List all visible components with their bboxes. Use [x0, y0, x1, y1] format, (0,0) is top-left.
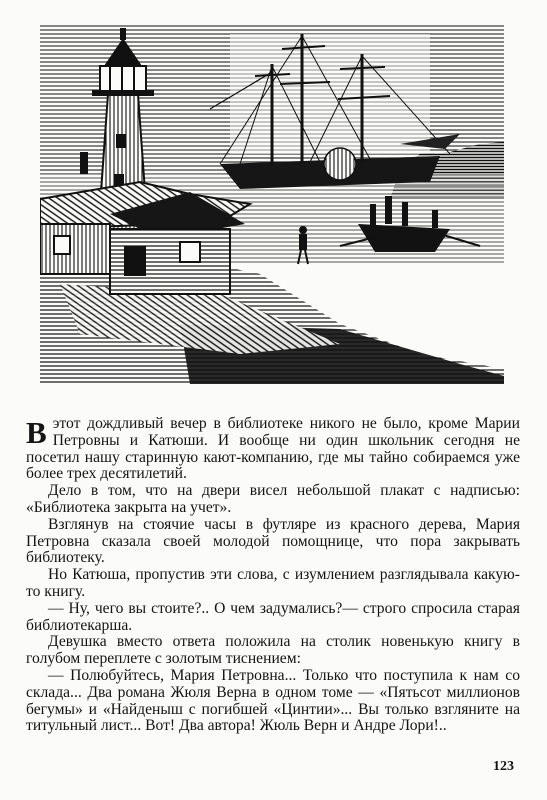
paragraph-4: Но Катюша, пропустив эти слова, с изумлением разглядывала какую-то книгу. [26, 566, 520, 600]
paragraph-2: Дело в том, что на двери висел небольшой плакат с надписью: «Библиотека закрыта на учет». [26, 482, 520, 516]
paragraph-7: — Полюбуйтесь, Мария Петровна... Только что поступила к нам со склада... Два романа Жюля Верна в одном томе — «Пятьсот миллионов бегумы» и «Найденыш с погибшей «Цинтии»... Вы только взгляните на титульный лист... Вот! Два автора! Жюль Верн и Андре Лори!.. [26, 666, 520, 735]
paragraph-3: Взглянув на стоячие часы в футляре из красного дерева, Мария Петровна сказала своей молодой помощнице, что пора закрывать библиотеку. [26, 515, 520, 567]
paragraph-1-text: этот дождливый вечер в библиотеке никого не было, кроме Марии Петровны и Катюши. И вообще ни один школьник сегодня не посетил нашу старинную кают-компанию, где мы тайно собираемся уже более трех десятилетий. [26, 415, 520, 483]
paragraph-6: Девушка вместо ответа положила на столик новенькую книгу в голубом переплете с золотым тиснением: [26, 633, 520, 668]
page-number: 123 [493, 759, 514, 774]
drop-cap: В [26, 415, 47, 450]
paragraph-1 [26, 416, 520, 483]
engraving-illustration [40, 24, 504, 384]
paragraph-5: — Ну, чего вы стоите?.. О чем задумались?— строго спросила старая библиотекарша. [26, 599, 520, 634]
body-text [26, 416, 520, 735]
